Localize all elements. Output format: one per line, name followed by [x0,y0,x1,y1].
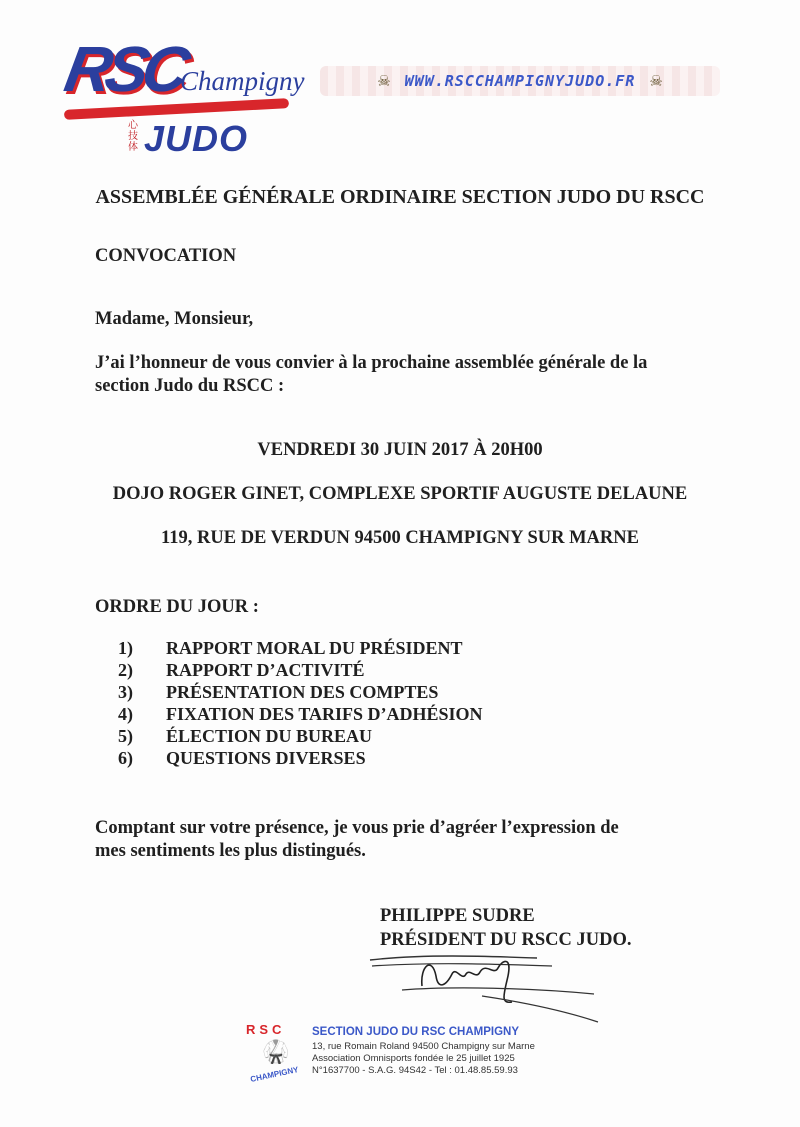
document-title: ASSEMBLÉE GÉNÉRALE ORDINAIRE SECTION JUDO DU RSCC [95,186,705,208]
closing-line-2: mes sentiments les plus distingués. [95,841,366,861]
agenda-list [118,637,483,769]
rsc-champigny-judo-logo [59,26,312,166]
meeting-venue: DOJO ROGER GINET, COMPLEXE SPORTIF AUGUSTE DELAUNE [112,484,688,504]
signer-name: PHILIPPE SUDRE [380,906,535,926]
skull-icon: ☠ [649,72,663,90]
footer-association: Association Omnisports fondée le 25 juillet 1925 [312,1053,515,1064]
agenda-heading: ORDRE DU JOUR : [95,597,259,617]
footer-logo-text: CHAMPIGNY [249,1065,300,1084]
closing-line-1: Comptant sur votre présence, je vous prie d’agréer l’expression de [95,818,619,838]
greeting: Madame, Monsieur, [95,309,254,329]
footer-registration: N°1637700 - S.A.G. 94S42 - Tel : 01.48.85.59.93 [312,1065,518,1076]
list-item: 5) ÉLECTION DU BUREAU [118,726,373,746]
meeting-date: VENDREDI 30 JUIN 2017 À 20H00 [257,440,543,460]
logo-kanji-text: 心技体 [128,120,138,153]
intro-line-1: J’ai l’honneur de vous convier à la prochaine assemblée générale de la [95,353,648,373]
convocation-heading: CONVOCATION [95,246,237,266]
list-item: 3) PRÉSENTATION DES COMPTES [118,682,439,702]
judoka-icon: 🥋 [262,1040,290,1065]
logo-judo-text: JUDO [144,118,249,159]
meeting-address: 119, RUE DE VERDUN 94500 CHAMPIGNY SUR MARNE [161,528,639,548]
footer-contact [312,1026,535,1077]
intro-line-2: section Judo du RSCC : [95,376,285,396]
list-item: 1) RAPPORT MORAL DU PRÉSIDENT [118,638,463,658]
website-url[interactable]: WWW.RSCCHAMPIGNYJUDO.FR [404,72,636,90]
list-item: 4) FIXATION DES TARIFS D’ADHÉSION [118,704,483,724]
list-item: 2) RAPPORT D’ACTIVITÉ [118,660,365,680]
handwritten-signature [362,946,602,1026]
footer-address: 13, rue Romain Roland 94500 Champigny sur Marne [312,1041,535,1052]
footer-logo-letters: RSC [246,1022,286,1037]
skull-icon: ☠ [377,72,391,90]
signer-title: PRÉSIDENT DU RSCC JUDO. [380,930,632,950]
rsc-footer-logo [244,1022,304,1092]
list-item: 6) QUESTIONS DIVERSES [118,748,366,768]
footer-heading: SECTION JUDO DU RSC CHAMPIGNY [312,1026,520,1038]
logo-champigny-text: Champigny [180,66,305,96]
logo-rsc-text: RSC [59,33,190,105]
website-banner [320,66,720,96]
